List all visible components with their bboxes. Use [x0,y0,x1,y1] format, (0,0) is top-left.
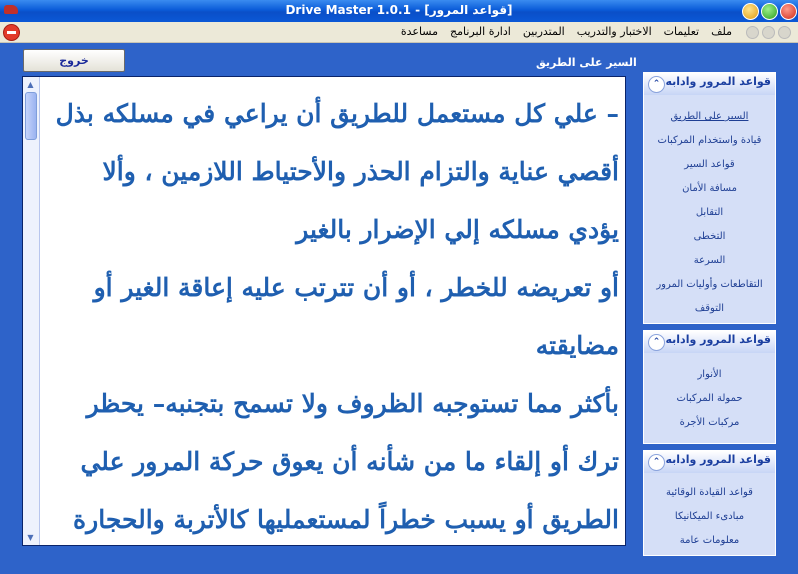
lesson-line: الطريق أو يسبب خطراً لمستعمليها كالأتربة والحجارة [73,505,619,534]
title-bar [0,0,798,22]
nav-item-overtaking[interactable]: التخطى [693,231,726,242]
lesson-line: مضايقته [535,331,619,360]
minimize-button[interactable] [742,3,759,20]
lesson-line: أو تعريضه للخطر ، أو أن تترتب عليه إعاقة الغير أو [93,273,619,302]
traffic-rules-panel-2 [643,330,776,444]
menu-restore-icon[interactable] [762,26,775,39]
panel-title: قواعد المرور وادابه [665,333,771,346]
menu-instructions[interactable]: تعليمات [663,25,700,38]
content-pane[interactable] [22,76,626,546]
nav-item-traffic-rules[interactable]: قواعد السير [684,159,735,170]
lesson-text [47,85,619,546]
nav-item-intersections[interactable]: التقاطعات وأوليات المرور [656,279,763,290]
close-button[interactable] [780,3,797,20]
traffic-rules-panel-1 [643,72,776,324]
nav-item-taxis[interactable]: مركبات الأجرة [679,417,740,428]
maximize-button[interactable] [761,3,778,20]
scroll-up-arrow-icon[interactable]: ▲ [27,80,34,89]
menu-test-training[interactable]: الاختبار والتدريب [576,25,652,38]
panel-title: قواعد المرور وادابه [665,453,771,466]
panel-title: قواعد المرور وادابه [665,75,771,88]
menu-program-admin[interactable]: ادارة البرنامج [450,25,511,38]
main-area [0,43,798,574]
lesson-line: ترك أو إلقاء ما من شأنه أن يعوق حركة المرور علي [80,447,619,476]
lesson-line: بأكثر مما تستوجبه الظروف ولا تسمح بتجنبه– يحظر [86,389,619,418]
nav-item-stopping[interactable]: التوقف [694,303,725,314]
nav-item-speed[interactable]: السرعة [693,255,726,266]
nav-item-mechanics[interactable]: مبادىء الميكانيكا [674,511,745,522]
nav-item-vehicle-load[interactable]: حمولة المركبات [676,393,743,404]
close-icon[interactable] [3,24,20,41]
exit-button[interactable]: خروج [23,49,125,72]
nav-item-vehicle-driving[interactable]: قيادة واستخدام المركبات [657,135,762,146]
nav-item-road-travel[interactable]: السير على الطريق [670,111,749,122]
lesson-line: أقصي عناية والتزام الحذر والأحتياط اللازمين ، وألا [102,157,619,186]
panel-header[interactable] [644,73,775,95]
scroll-down-arrow-icon[interactable]: ▼ [27,533,34,542]
collapse-chevron-icon[interactable]: ⌃ [648,76,665,93]
collapse-chevron-icon[interactable]: ⌃ [648,334,665,351]
nav-item-lights[interactable]: الأنوار [697,369,722,380]
lesson-line: – علي كل مستعمل للطريق أن يراعي في مسلكه بذل [55,99,619,128]
nav-item-safe-distance[interactable]: مسافة الأمان [682,183,737,194]
section-title: السير على الطريق [536,56,637,69]
vertical-scrollbar[interactable] [23,77,40,545]
scroll-thumb[interactable] [25,92,37,140]
menu-close-icon[interactable] [778,26,791,39]
collapse-chevron-icon[interactable]: ⌃ [648,454,665,471]
lesson-line: يؤدي مسلكه إلي الإضرار بالغير [296,215,619,244]
menu-help[interactable]: مساعدة [400,25,439,38]
nav-item-general-info[interactable]: معلومات عامة [679,535,740,546]
menu-bar [0,22,798,43]
nav-item-defensive-driving[interactable]: قواعد القيادة الوقائية [666,487,753,498]
window-title: Drive Master 1.0.1 - [قواعد المرور] [285,3,513,17]
panel-header[interactable] [644,451,775,473]
panel-header[interactable] [644,331,775,353]
nav-item-encounter[interactable]: التقابل [695,207,724,218]
menu-trainees[interactable]: المتدربين [522,25,565,38]
menu-file[interactable]: ملف [711,25,732,38]
traffic-rules-panel-3 [643,450,776,556]
menu-minimize-icon[interactable] [746,26,759,39]
